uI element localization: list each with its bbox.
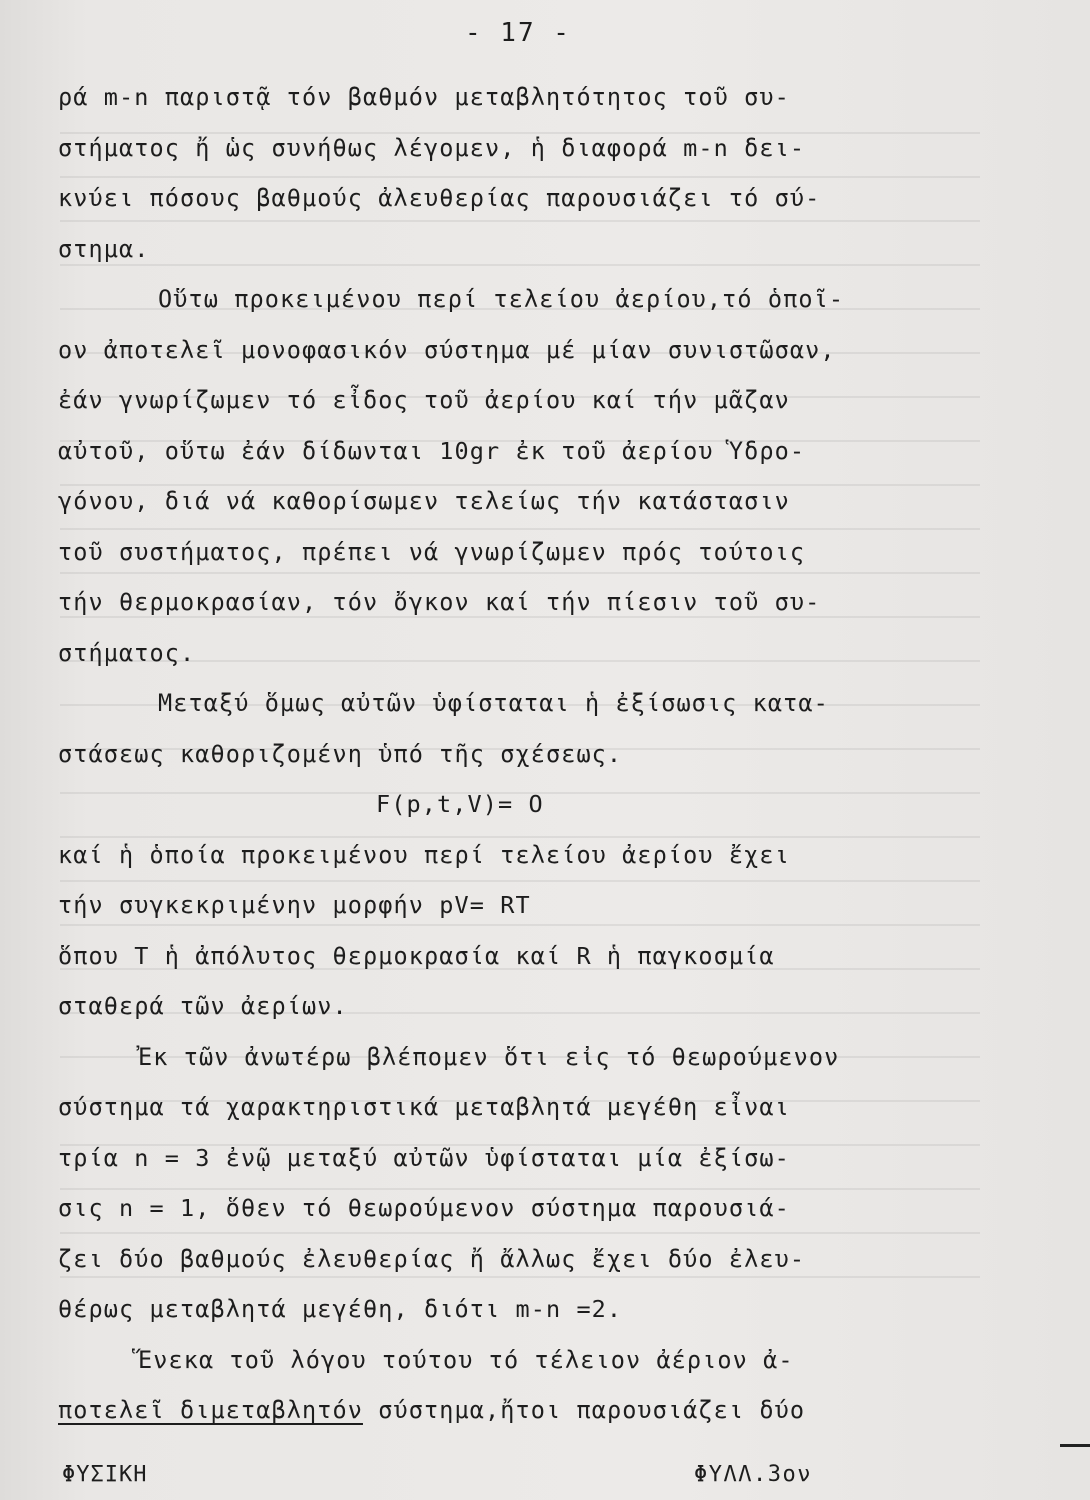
underlined-phrase: ποτελεῖ διμεταβλητόν <box>58 1396 363 1424</box>
text-line: ἐάν γνωρίζωμεν τό εἶδος τοῦ ἀερίου καί τήν μᾶζαν <box>58 386 790 414</box>
text-line: Ἕνεκα τοῦ λόγου τούτου τό τέλειον ἀέριον ἀ- <box>138 1345 794 1374</box>
page-number: - 17 - <box>465 18 571 48</box>
text-line: τήν θερμοκρασίαν, τόν ὄγκον καί τήν πίεσιν τοῦ συ- <box>58 588 821 616</box>
text-line: ρά m-n παριστᾷ τόν βαθμόν μεταβλητότητος τοῦ συ- <box>58 83 790 111</box>
text-line: σις n = 1, ὅθεν τό θεωρούμενον σύστημα παρουσιά- <box>58 1194 790 1222</box>
text-line: στήματος. <box>58 638 196 667</box>
edge-mark <box>1060 1444 1090 1447</box>
text-line: Ἐκ τῶν ἀνωτέρω βλέπομεν ὅτι εἰς τό θεωρούμενον <box>138 1042 840 1071</box>
text-line: Μεταξύ ὅμως αὐτῶν ὑφίσταται ἡ ἐξίσωσις κατα- <box>158 689 829 717</box>
text-line: ον ἀποτελεῖ μονοφασικόν σύστημα μέ μίαν συνιστῶσαν, <box>58 335 836 364</box>
text-line: σύστημα τά χαρακτηριστικά μεταβλητά μεγέθη εἶναι <box>58 1093 790 1121</box>
body-text <box>58 72 958 1436</box>
text-line: στήματος ἤ ὡς συνήθως λέγομεν, ἡ διαφορά m-n δει- <box>58 133 806 162</box>
equation-line: F(p,t,V)= O <box>376 790 544 818</box>
text-line-last <box>58 1385 958 1436</box>
text-line: τρία n = 3 ἐνῷ μεταξύ αὐτῶν ὑφίσταται μία ἐξίσω- <box>58 1143 790 1172</box>
text-line: θέρως μεταβλητά μεγέθη, διότι m-n =2. <box>58 1295 623 1323</box>
text-line: τήν συγκεκριμένην μορφήν pV= RT <box>58 891 531 919</box>
text-line: τοῦ συστήματος, πρέπει νά γνωρίζωμεν πρός τούτοις <box>58 537 806 566</box>
text-line: στάσεως καθοριζομένη ὑπό τῆς σχέσεως. <box>58 739 623 768</box>
text-line: σταθερά τῶν ἀερίων. <box>58 992 348 1020</box>
text-line: Οὕτω προκειμένου περί τελείου ἀερίου,τό ὁποῖ- <box>158 285 845 313</box>
text-line: στημα. <box>58 234 150 263</box>
text-line-rest: σύστημα,ἤτοι παρουσιάζει δύο <box>362 1396 806 1424</box>
text-line: ὅπου T ἡ ἀπόλυτος θερμοκρασία καί R ἡ παγκοσμία <box>58 941 775 970</box>
text-line: κνύει πόσους βαθμούς ἀλευθερίας παρουσιάζει τό σύ- <box>58 184 821 212</box>
footer-subject: ΦΥΣΙΚΗ <box>62 1462 148 1487</box>
text-line: γόνου, διά νά καθορίσωμεν τελείως τήν κατάστασιν <box>58 487 790 515</box>
footer-sheet-number: ΦΥΛΛ.3ον <box>694 1462 812 1487</box>
text-line: αὐτοῦ, οὕτω ἐάν δίδωνται 10gr ἐκ τοῦ ἀερίου Ὑδρο- <box>58 436 806 465</box>
text-line: ζει δύο βαθμούς ἐλευθερίας ἤ ἄλλως ἔχει δύο ἐλευ- <box>58 1244 806 1273</box>
text-line: καί ἡ ὁποία προκειμένου περί τελείου ἀερίου ἔχει <box>58 840 790 869</box>
